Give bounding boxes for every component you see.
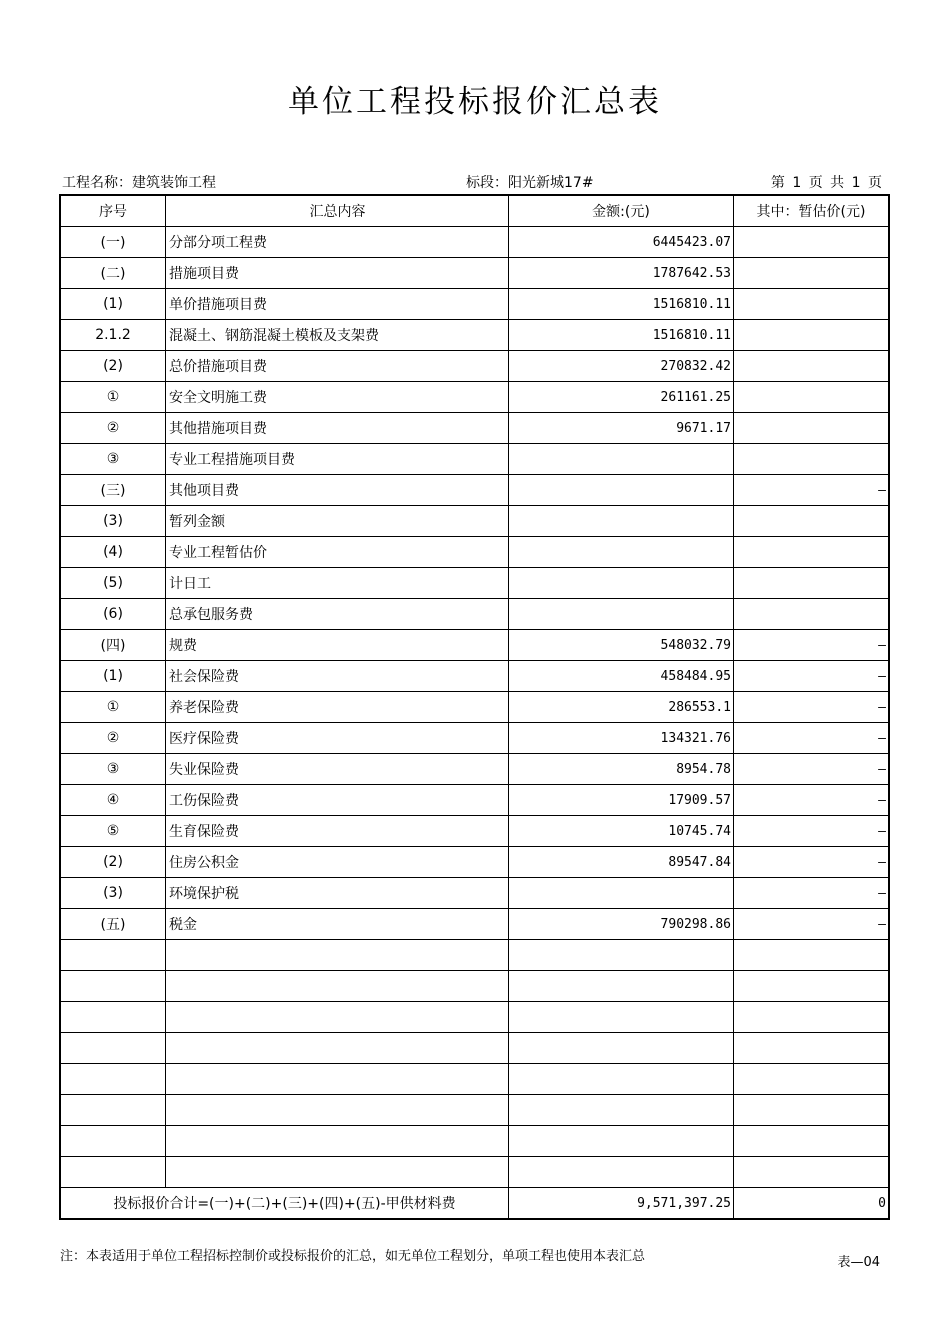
row-amount: 458484.95 (509, 661, 734, 692)
table-row (60, 599, 889, 630)
row-amount (509, 599, 734, 630)
row-no (60, 971, 166, 1002)
row-content (166, 1064, 509, 1095)
row-provisional: — (734, 723, 890, 754)
row-amount (509, 1064, 734, 1095)
row-no: ⑤ (60, 816, 166, 847)
row-no: (二) (60, 258, 166, 289)
row-provisional: — (734, 816, 890, 847)
row-amount: 8954.78 (509, 754, 734, 785)
row-content (166, 1033, 509, 1064)
table-row (60, 692, 889, 723)
row-content: 税金 (166, 909, 509, 940)
row-content: 环境保护税 (166, 878, 509, 909)
row-content: 社会保险费 (166, 661, 509, 692)
row-provisional: — (734, 630, 890, 661)
row-content: 其他项目费 (166, 475, 509, 506)
row-provisional (734, 506, 890, 537)
row-amount: 261161.25 (509, 382, 734, 413)
total-row (60, 1188, 889, 1220)
row-provisional (734, 971, 890, 1002)
row-no (60, 1064, 166, 1095)
row-amount (509, 475, 734, 506)
row-provisional (734, 1095, 890, 1126)
row-content: 混凝土、钢筋混凝土模板及支架费 (166, 320, 509, 351)
row-content: 养老保险费 (166, 692, 509, 723)
row-provisional (734, 351, 890, 382)
row-no (60, 1157, 166, 1188)
row-amount (509, 1126, 734, 1157)
row-amount: 10745.74 (509, 816, 734, 847)
table-row (60, 320, 889, 351)
row-amount: 790298.86 (509, 909, 734, 940)
row-content: 分部分项工程费 (166, 227, 509, 258)
row-content (166, 1095, 509, 1126)
row-provisional (734, 382, 890, 413)
row-amount: 6445423.07 (509, 227, 734, 258)
column-header-no: 序号 (60, 195, 166, 227)
row-content: 住房公积金 (166, 847, 509, 878)
row-provisional (734, 444, 890, 475)
row-no (60, 940, 166, 971)
table-row (60, 506, 889, 537)
table-row (60, 351, 889, 382)
row-content: 失业保险费 (166, 754, 509, 785)
row-provisional (734, 1064, 890, 1095)
row-no: (一) (60, 227, 166, 258)
row-amount: 286553.1 (509, 692, 734, 723)
table-row (60, 258, 889, 289)
row-provisional: — (734, 661, 890, 692)
form-number: 表—04 (837, 1255, 880, 1270)
row-amount (509, 878, 734, 909)
row-no: (5) (60, 568, 166, 599)
row-content (166, 1002, 509, 1033)
row-provisional: — (734, 785, 890, 816)
row-provisional (734, 320, 890, 351)
row-provisional (734, 1126, 890, 1157)
table-row (60, 1157, 889, 1188)
row-no: (3) (60, 506, 166, 537)
row-amount (509, 971, 734, 1002)
row-provisional (734, 940, 890, 971)
table-row (60, 1126, 889, 1157)
table-row (60, 568, 889, 599)
row-provisional: — (734, 692, 890, 723)
row-amount: 1516810.11 (509, 289, 734, 320)
row-no: (2) (60, 847, 166, 878)
row-content: 生育保险费 (166, 816, 509, 847)
row-amount (509, 537, 734, 568)
table-row (60, 878, 889, 909)
total-label: 投标报价合计=(一)+(二)+(三)+(四)+(五)-甲供材料费 (60, 1188, 509, 1220)
row-no: ① (60, 382, 166, 413)
table-row (60, 630, 889, 661)
row-no: ② (60, 723, 166, 754)
row-provisional: — (734, 909, 890, 940)
row-amount: 9671.17 (509, 413, 734, 444)
row-no: (五) (60, 909, 166, 940)
project-name: 工程名称：建筑装饰工程 (62, 175, 216, 191)
row-amount: 89547.84 (509, 847, 734, 878)
column-header-amount: 金额:(元) (509, 195, 734, 227)
table-row (60, 661, 889, 692)
row-provisional (734, 568, 890, 599)
row-amount: 17909.57 (509, 785, 734, 816)
row-amount: 548032.79 (509, 630, 734, 661)
row-no: (四) (60, 630, 166, 661)
row-amount (509, 444, 734, 475)
row-provisional: — (734, 878, 890, 909)
table-row (60, 289, 889, 320)
row-amount: 134321.76 (509, 723, 734, 754)
table-row (60, 816, 889, 847)
row-no: ① (60, 692, 166, 723)
table-row (60, 847, 889, 878)
table-row (60, 971, 889, 1002)
row-provisional: — (734, 847, 890, 878)
row-no: ② (60, 413, 166, 444)
row-no (60, 1126, 166, 1157)
row-no: ④ (60, 785, 166, 816)
table-row (60, 723, 889, 754)
table-row (60, 537, 889, 568)
row-provisional (734, 537, 890, 568)
row-provisional (734, 599, 890, 630)
table-row (60, 413, 889, 444)
row-amount (509, 1095, 734, 1126)
row-no: (6) (60, 599, 166, 630)
row-provisional (734, 1002, 890, 1033)
table-row (60, 754, 889, 785)
table-row (60, 1033, 889, 1064)
row-amount: 1516810.11 (509, 320, 734, 351)
page-title: 单位工程投标报价汇总表 (288, 84, 662, 120)
row-content: 计日工 (166, 568, 509, 599)
table-row (60, 940, 889, 971)
row-amount (509, 1033, 734, 1064)
row-no: (1) (60, 661, 166, 692)
row-content: 总价措施项目费 (166, 351, 509, 382)
row-no: 2.1.2 (60, 320, 166, 351)
table-row (60, 1064, 889, 1095)
row-provisional: — (734, 475, 890, 506)
table-row (60, 444, 889, 475)
row-no (60, 1002, 166, 1033)
row-content: 安全文明施工费 (166, 382, 509, 413)
row-content (166, 1126, 509, 1157)
row-amount: 270832.42 (509, 351, 734, 382)
row-content: 工伤保险费 (166, 785, 509, 816)
row-no (60, 1033, 166, 1064)
section-label: 标段：阳光新城17# (466, 175, 594, 191)
total-provisional: 0 (734, 1188, 890, 1220)
row-content: 规费 (166, 630, 509, 661)
row-no: ③ (60, 444, 166, 475)
row-content: 其他措施项目费 (166, 413, 509, 444)
table-row (60, 227, 889, 258)
row-content: 单价措施项目费 (166, 289, 509, 320)
row-content: 专业工程措施项目费 (166, 444, 509, 475)
row-no (60, 1095, 166, 1126)
row-no: (4) (60, 537, 166, 568)
row-provisional: — (734, 754, 890, 785)
table-row (60, 909, 889, 940)
page-indicator: 第 1 页 共 1 页 (770, 175, 882, 191)
row-provisional (734, 1033, 890, 1064)
row-no: (2) (60, 351, 166, 382)
table-row (60, 785, 889, 816)
table-row (60, 475, 889, 506)
row-no: (3) (60, 878, 166, 909)
row-no: (1) (60, 289, 166, 320)
row-provisional (734, 258, 890, 289)
table-row (60, 1095, 889, 1126)
row-provisional (734, 227, 890, 258)
row-no: (三) (60, 475, 166, 506)
row-provisional (734, 1157, 890, 1188)
table-row (60, 1002, 889, 1033)
row-amount (509, 940, 734, 971)
row-content (166, 971, 509, 1002)
column-header-provisional: 其中：暂估价(元) (734, 195, 890, 227)
row-content (166, 1157, 509, 1188)
row-content: 措施项目费 (166, 258, 509, 289)
row-amount: 1787642.53 (509, 258, 734, 289)
column-header-content: 汇总内容 (166, 195, 509, 227)
summary-table (59, 194, 890, 1220)
row-amount (509, 568, 734, 599)
row-content: 暂列金额 (166, 506, 509, 537)
row-amount (509, 1157, 734, 1188)
table-row (60, 382, 889, 413)
row-content (166, 940, 509, 971)
row-content: 专业工程暂估价 (166, 537, 509, 568)
row-provisional (734, 413, 890, 444)
row-provisional (734, 289, 890, 320)
row-amount (509, 506, 734, 537)
row-no: ③ (60, 754, 166, 785)
row-content: 医疗保险费 (166, 723, 509, 754)
row-content: 总承包服务费 (166, 599, 509, 630)
footnote: 注：本表适用于单位工程招标控制价或投标报价的汇总，如无单位工程划分，单项工程也使用本表汇总 (60, 1249, 646, 1264)
table-header-row (60, 195, 889, 227)
row-amount (509, 1002, 734, 1033)
total-amount: 9,571,397.25 (509, 1188, 734, 1220)
